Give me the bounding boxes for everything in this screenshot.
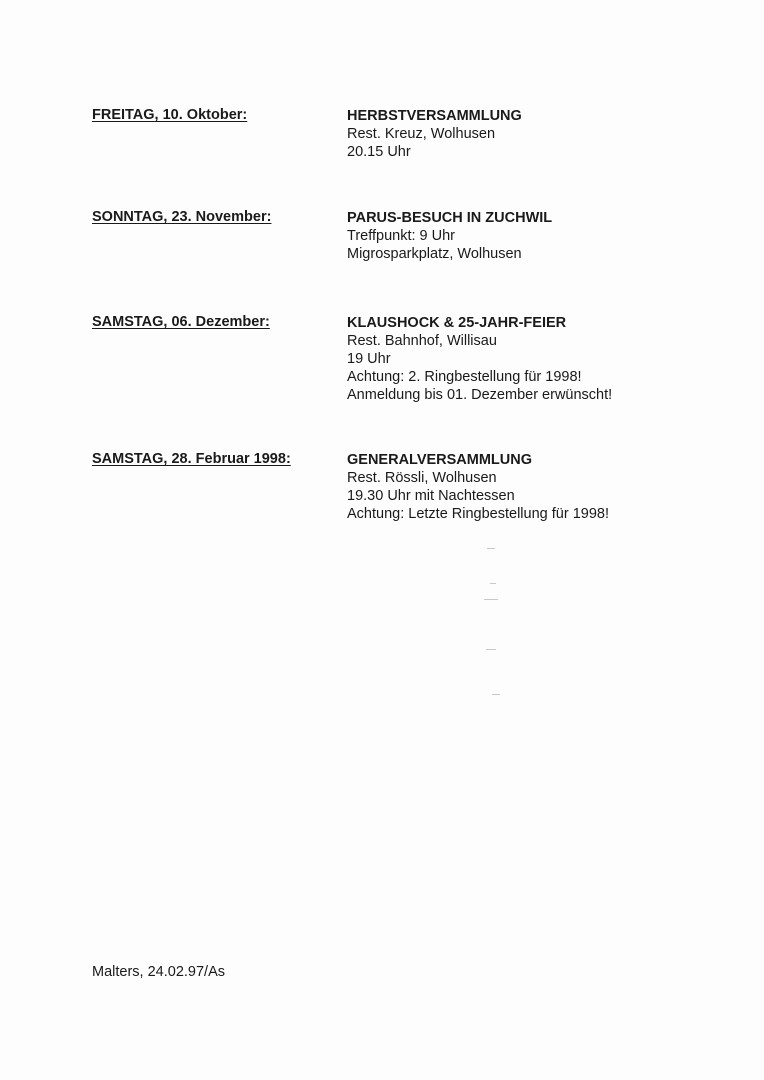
event-title: HERBSTVERSAMMLUNG	[347, 108, 522, 124]
event-detail-line: Achtung: 2. Ringbestellung für 1998!	[347, 369, 582, 385]
event-date: SAMSTAG, 06. Dezember:	[92, 314, 270, 330]
event-date: FREITAG, 10. Oktober:	[92, 107, 248, 123]
event-title: GENERALVERSAMMLUNG	[347, 452, 533, 468]
event-title: PARUS-BESUCH IN ZUCHWIL	[347, 210, 553, 226]
event-detail-line: 19.30 Uhr mit Nachtessen	[347, 488, 515, 504]
event-detail-line: Rest. Rössli, Wolhusen	[347, 470, 497, 486]
event-detail-line: 19 Uhr	[347, 351, 391, 367]
event-detail-line: 20.15 Uhr	[347, 144, 411, 160]
event-details	[347, 314, 612, 404]
event-detail-line: Rest. Kreuz, Wolhusen	[347, 126, 496, 142]
event-detail-line: Anmeldung bis 01. Dezember erwünscht!	[347, 387, 613, 403]
event-detail-line: Treffpunkt: 9 Uhr	[347, 228, 455, 244]
event-date: SAMSTAG, 28. Februar 1998:	[92, 451, 291, 467]
event-detail-line: Achtung: Letzte Ringbestellung für 1998!	[347, 506, 609, 522]
scan-speck	[484, 599, 498, 600]
document-signature: Malters, 24.02.97/As	[92, 964, 225, 980]
event-detail-line: Rest. Bahnhof, Willisau	[347, 333, 497, 349]
event-details	[347, 209, 552, 263]
scan-speck	[486, 649, 496, 650]
event-title: KLAUSHOCK & 25-JAHR-FEIER	[347, 315, 567, 331]
scan-speck	[490, 583, 496, 584]
event-date: SONNTAG, 23. November:	[92, 209, 272, 225]
event-detail-line: Migrosparkplatz, Wolhusen	[347, 246, 522, 262]
scan-speck	[487, 548, 495, 549]
event-details	[347, 107, 522, 161]
scan-speck	[492, 694, 500, 695]
event-details	[347, 451, 609, 523]
